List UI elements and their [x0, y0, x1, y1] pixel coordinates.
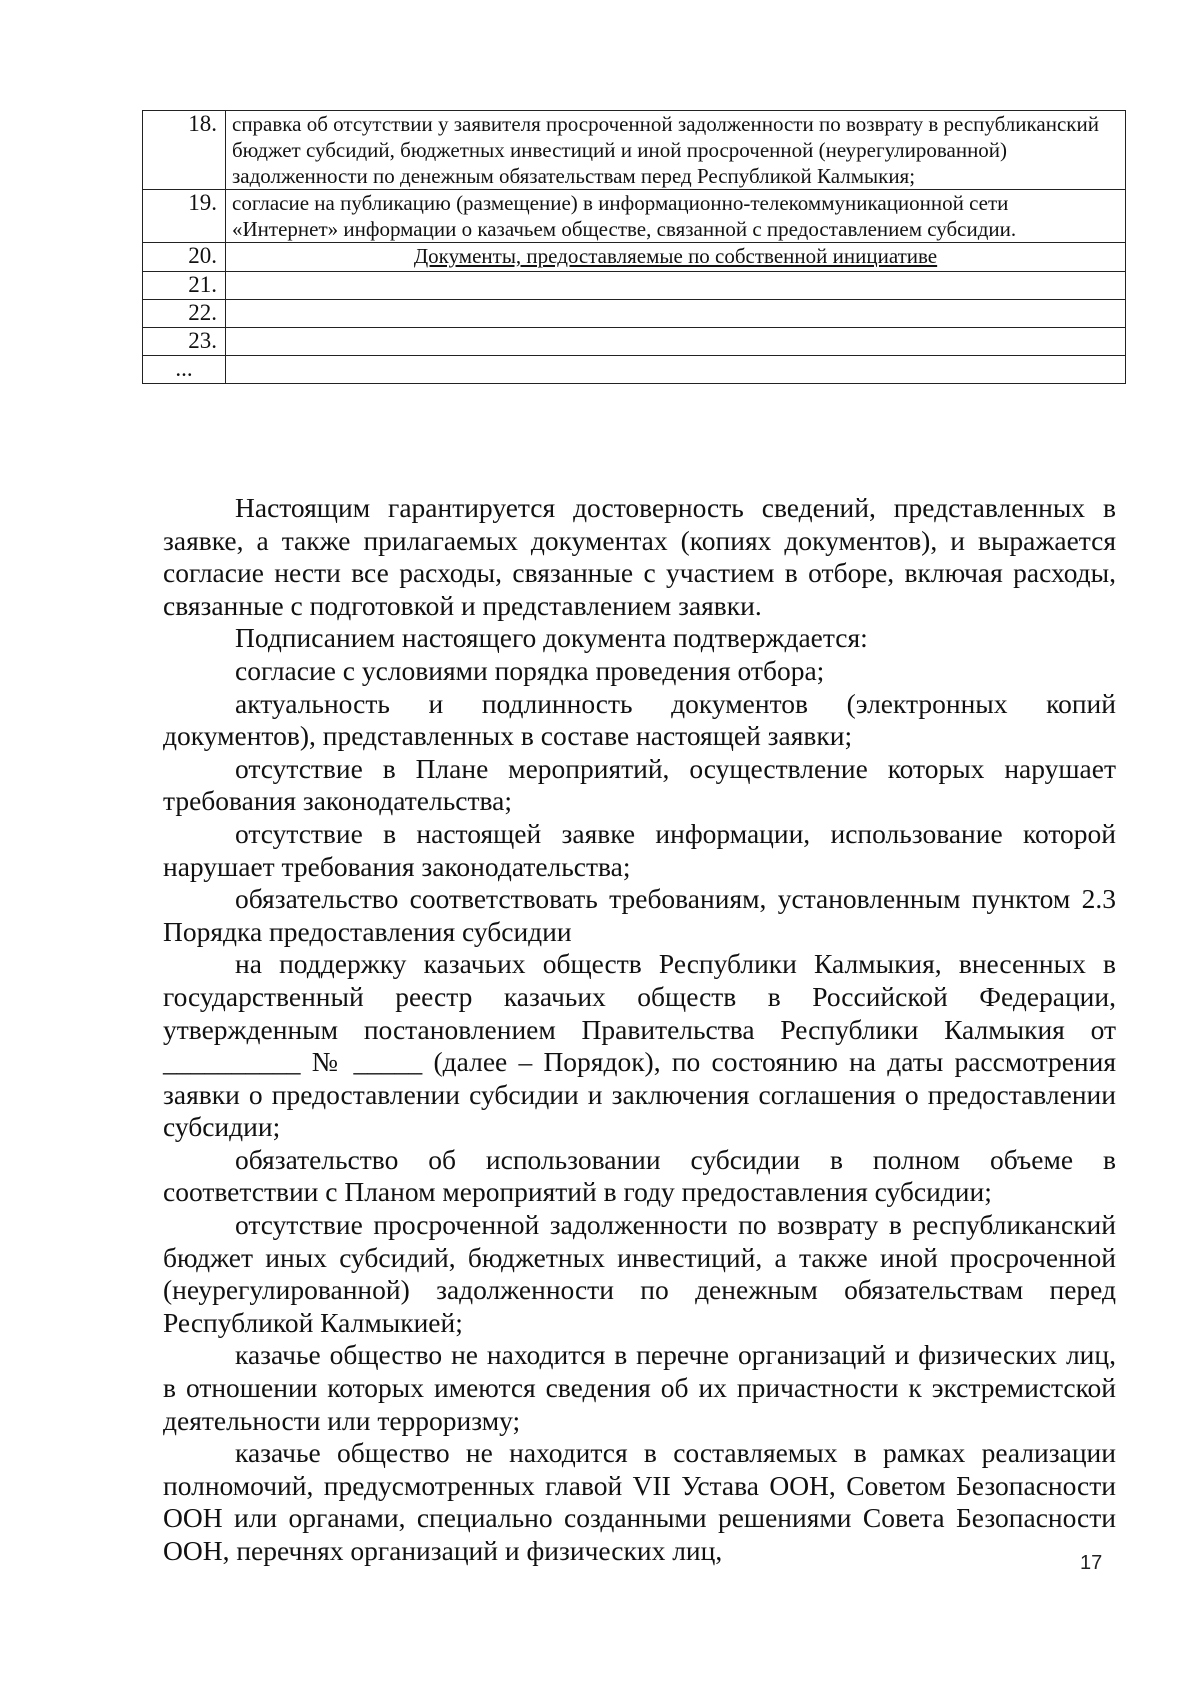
row-text: справка об отсутствии у заявителя просроченной задолженности по возврату в республиканский бюджет субсидий, бюджетных инвестиций и иной просроченной (неурегулированной) задолженности по денежным обязательствам перед Республикой Калмыкия;: [226, 111, 1126, 190]
document-body: [163, 492, 1116, 1568]
list-item: обязательство соответствовать требованиям, установленным пунктом 2.3 Порядка предоставления субсидии: [163, 883, 1116, 947]
row-text: [226, 272, 1126, 300]
row-text: [226, 328, 1126, 356]
row-text: [226, 356, 1126, 384]
list-item: на поддержку казачьих обществ Республики Калмыкия, внесенных в государственный реестр казачьих обществ в Российской Федерации, утвержденным постановлением Правительства Республики Калмыкия от __________ № _____ (далее – Порядок), по состоянию на даты рассмотрения заявки о предоставлении субсидии и заключения соглашения о предоставлении субсидии;: [163, 948, 1116, 1143]
list-item: казачье общество не находится в перечне организаций и физических лиц, в отношении которых имеются сведения об их причастности к экстремистской деятельности или терроризму;: [163, 1339, 1116, 1436]
row-number: 20.: [143, 243, 226, 272]
table-row: [143, 111, 1126, 190]
list-item: обязательство об использовании субсидии в полном объеме в соответствии с Планом мероприятий в году предоставления субсидии;: [163, 1143, 1116, 1208]
row-number: 22.: [143, 300, 226, 328]
row-number: 19.: [143, 190, 226, 243]
table-row: [143, 243, 1126, 272]
list-item: казачье общество не находится в составляемых в рамках реализации полномочий, предусмотренных главой VII Устава ООН, Советом Безопасности ООН или органами, специально созданными решениями Совета Безопасности ООН, перечнях организаций и физических лиц,: [163, 1437, 1116, 1566]
documents-table: [142, 110, 1126, 384]
table-row: [143, 190, 1126, 243]
section-heading-text: Документы, предоставляемые по собственной инициативе: [413, 244, 938, 268]
page-number: 17: [1080, 1552, 1103, 1574]
guarantee-paragraph: Настоящим гарантируется достоверность сведений, представленных в заявке, а также прилагаемых документах (копиях документов), и выражается согласие нести все расходы, связанные с участием в отборе, включая расходы, связанные с подготовкой и представлением заявки.: [163, 492, 1116, 621]
list-item: актуальность и подлинность документов (электронных копий документов), представленных в составе настоящей заявки;: [163, 687, 1116, 752]
row-number: ...: [143, 356, 226, 384]
table-row: [143, 328, 1126, 356]
row-text: согласие на публикацию (размещение) в информационно-телекоммуникационной сети «Интернет» информации о казачьем обществе, связанной с предоставлением субсидии.: [226, 190, 1126, 243]
row-section-heading: [226, 243, 1126, 272]
table-row: [143, 300, 1126, 328]
row-number: 23.: [143, 328, 226, 356]
row-number: 21.: [143, 272, 226, 300]
list-item: отсутствие в настоящей заявке информации, использование которой нарушает требования законодательства;: [163, 817, 1116, 882]
table-row: [143, 356, 1126, 384]
table-row: [143, 272, 1126, 300]
row-number: 18.: [143, 111, 226, 190]
row-text: [226, 300, 1126, 328]
list-item: отсутствие в Плане мероприятий, осуществление которых нарушает требования законодательства;: [163, 752, 1116, 817]
list-item: отсутствие просроченной задолженности по возврату в республиканский бюджет иных субсидий, бюджетных инвестиций, а также иной просроченной (неурегулированной) задолженности по денежным обязательствам перед Республикой Калмыкией;: [163, 1209, 1116, 1338]
confirmation-intro: Подписанием настоящего документа подтверждается:: [235, 622, 868, 654]
list-item: согласие с условиями порядка проведения отбора;: [235, 654, 825, 686]
